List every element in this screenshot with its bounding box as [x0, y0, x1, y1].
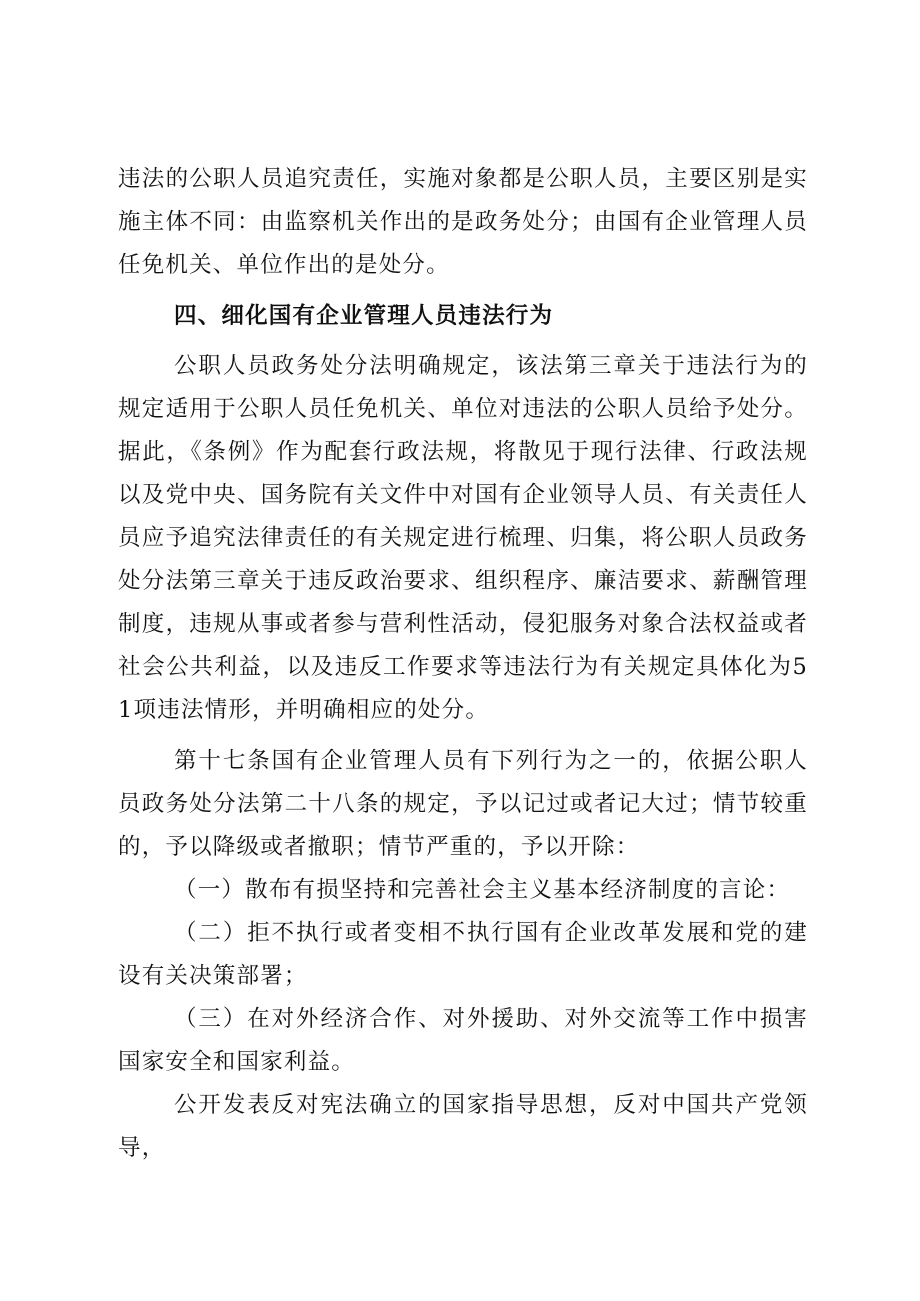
- paragraph-3: 第十七条国有企业管理人员有下列行为之一的，依据公职人员政务处分法第二十八条的规定，予以记过或者记大过；情节较重的，予以降级或者撤职；情节严重的，予以开除：: [118, 748, 808, 860]
- paragraph-1: 违法的公职人员追究责任，实施对象都是公职人员，主要区别是实施主体不同：由监察机关作出的是政务处分；由国有企业管理人员任免机关、单位作出的是处分。: [118, 166, 808, 278]
- paragraph-2: 公职人员政务处分法明确规定，该法第三章关于违法行为的规定适用于公职人员任免机关、单位对违法的公职人员给予处分。据此，《条例》作为配套行政法规，将散见于现行法律、行政法规以及党中央、国务院有关文件中对国有企业领导人员、有关责任人员应予追究法律责任的有关规定进行梳理、归集，将公职人员政务处分法第三章关于违反政治要求、组织程序、廉洁要求、薪酬管理制度，违规从事或者参与营利性活动，侵犯服务对象合法权益或者社会公共利益，以及违反工作要求等违法行为有关规定具体化为51项违法情形，并明确相应的处分。: [118, 353, 808, 723]
- list-item-3: （三）在对外经济合作、对外援助、对外交流等工作中损害国家安全和国家利益。: [118, 1006, 808, 1075]
- paragraph-4: 公开发表反对宪法确立的国家指导思想，反对中国共产党领导，: [118, 1092, 808, 1161]
- section-heading: 四、细化国有企业管理人员违法行为: [174, 303, 554, 329]
- document-body: [118, 158, 808, 1170]
- list-item-2: （二）拒不执行或者变相不执行国有企业改革发展和党的建设有关决策部署；: [118, 920, 808, 989]
- list-item-1: （一）散布有损坚持和完善社会主义基本经济制度的言论：: [174, 877, 791, 903]
- paragraph-gap: [118, 732, 808, 740]
